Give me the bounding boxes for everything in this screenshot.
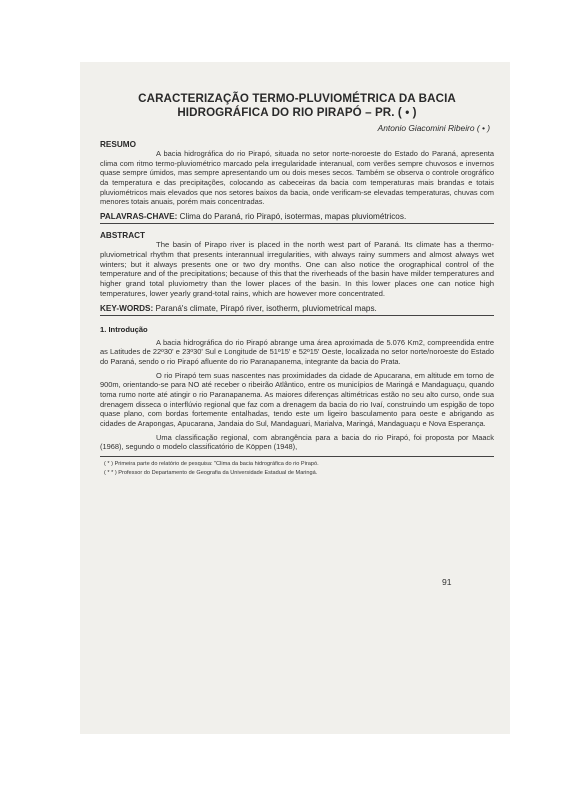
paper-title — [100, 92, 494, 120]
footnotes — [100, 456, 494, 478]
intro-paragraph-1: A bacia hidrográfica do rio Pirapó abrange uma área aproximada de 5.076 Km2, compreendida entre as Latitudes de 22º30' e 23º30' Sul e Longitude de 51º15' e 52º15' Oeste, localizada no setor norte/noroeste do Estado do Paraná, sendo o rio Pirapó afluente do rio Paranapanema, integrante da bacia do Prata. — [100, 337, 494, 367]
palavras-chave-label: PALAVRAS-CHAVE: — [100, 211, 178, 221]
abstract-heading: ABSTRACT — [100, 230, 146, 240]
title-line-2: HIDROGRÁFICA DO RIO PIRAPÓ – PR. ( • ) — [177, 106, 417, 119]
abstract-text: The basin of Pirapo river is placed in the north west part of Paraná. Its climate has a thermo-pluviometrical rhythm that presents interannual irregularities, with always rainy summers and almost always wet winters; but it always presents one or two dry months. One can also notice the orographical control of the temperature and of the precipitations; because of this that the riverheads of the basin have milder temperatures and higher grand total pluviometry than the lower places of the basin. In this lower places one can notice high temperatures, lower yearly grand-total rains, which are however more concentrated. — [100, 239, 494, 298]
footnote-1: ( * ) Primeira parte do relatório de pesquisa: "Clima da bacia hidrográfica do rio Pirapó. — [104, 460, 319, 467]
paper-page — [80, 62, 510, 734]
resumo-heading: RESUMO — [100, 140, 136, 149]
page-number: 91 — [442, 577, 452, 587]
section-1-heading: 1. Introdução — [100, 324, 148, 334]
keywords-label: KEY-WORDS: — [100, 303, 154, 313]
keywords-line — [100, 304, 494, 316]
footnote-2: ( * * ) Professor do Departamento de Geografia da Universidade Estadual de Maringá. — [104, 469, 318, 476]
intro-paragraph-2: O rio Pirapó tem suas nascentes nas proximidades da cidade de Apucarana, em altitude em torno de 900m, orientando-se para NO até receber o ribeirão Atlântico, entre os municípios de Maringá e Mandaguaçu, quando toma rumo norte até atingir o rio Paranapanema. As maiores diferenças altimétricas estão no seu alto curso, onde sua drenagem disseca o interflúvio regional que faz com a drenagem da bacia do rio Ivaí, construindo um espigão de topo quase plano, com bordas fortemente entalhadas, tendo este um ligeiro basculamento para oeste e abrigando as cidades de Arapongas, Apucarana, Jandaia do Sul, Mandaguari, Marialva, Maringá, Mandaguaçu e Nova Esperança. — [100, 370, 494, 428]
palavras-chave-line — [100, 212, 494, 224]
paper-content — [100, 92, 494, 478]
author-name: Antonio Giacomini Ribeiro ( • ) — [377, 123, 490, 133]
keywords-text: Paraná's climate, Pirapó river, isotherm, pluviometrical maps. — [153, 303, 377, 313]
palavras-chave-text: Clima do Paraná, rio Pirapó, isotermas, mapas pluviométricos. — [177, 211, 407, 221]
resumo-text: A bacia hidrográfica do rio Pirapó, situada no setor norte-noroeste do Estado do Paraná, apresenta clima com ritmo termo-pluviométrico marcado pela irregularidade interanual, com verões sempre chuvosos e invernos quase sempre úmidos, mas sempre apresentando um ou dois meses secos. Também se observa o controle orográfico da temperatura e das precipitações, colocando as cabeceiras da bacia com temperaturas mais brandas e totais pluviométricos mais elevados que nos setores baixos da bacia, onde verificam-se elevadas temperaturas, chuvas com menores totais anuais, porém mais concentradas. — [100, 149, 494, 207]
title-line-1: CARACTERIZAÇÃO TERMO-PLUVIOMÉTRICA DA BACIA — [138, 92, 456, 105]
intro-paragraph-3: Uma classificação regional, com abrangência para a bacia do rio Pirapó, foi proposta por Maack (1968), segundo o modelo classificatório de Köppen (1948), — [100, 432, 494, 452]
